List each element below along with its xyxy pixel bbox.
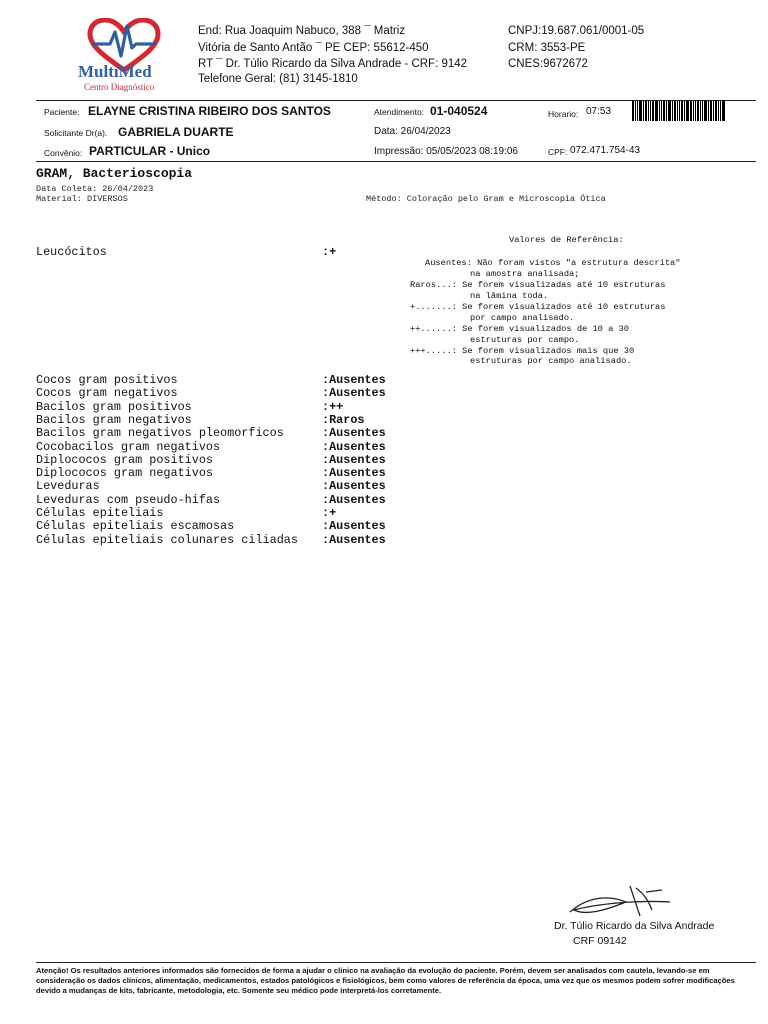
barcode-bar (715, 101, 717, 121)
patient-name: ELAYNE CRISTINA RIBEIRO DOS SANTOS (88, 104, 331, 118)
signature-image (566, 880, 676, 920)
barcode-bar (668, 101, 671, 121)
result-label: Bacilos gram negativos pleomorficos (36, 426, 284, 441)
solicitante-name: GABRIELA DUARTE (118, 125, 234, 139)
barcode-bar (697, 101, 699, 121)
barcode-bar (652, 101, 654, 121)
result-label: Cocos gram positivos (36, 373, 178, 387)
result-label: Células epiteliais colunares ciliadas (36, 532, 298, 547)
barcode-bar (637, 101, 638, 121)
cpf-label: CPF: (548, 147, 568, 157)
reference-line: na lâmina toda. (470, 291, 549, 301)
barcode-bar (718, 101, 719, 121)
barcode-bar (677, 101, 678, 121)
barcode-bar (710, 101, 712, 121)
barcode-bar (655, 101, 658, 121)
convenio-label: Convênio: (44, 148, 83, 158)
signature-name: Dr. Túlio Ricardo da Silva Andrade (554, 920, 715, 932)
reference-line: ++......: Se forem visualizados de 10 a 30 (410, 324, 629, 334)
barcode-bar (679, 101, 680, 121)
footer-divider (36, 962, 756, 963)
cnes: CNES:9672672 (508, 58, 588, 70)
cpf-value: 072.471.754-43 (570, 145, 641, 156)
result-value: :+ (322, 506, 337, 520)
metodo: Método: Coloração pelo Gram e Microscopia Ótica (366, 194, 606, 204)
barcode-bar (722, 101, 725, 121)
result-label: Bacilos gram positivos (36, 399, 192, 414)
reference-line: Raros...: Se forem visualizadas até 10 estruturas (410, 280, 666, 290)
result-value: :Ausentes (322, 386, 386, 401)
result-label: Diplococos gram positivos (36, 452, 213, 467)
barcode-bar (659, 101, 660, 121)
cnpj: CNPJ:19.687.061/0001-05 (508, 25, 645, 37)
address-line-4: Telefone Geral: (81) 3145-1810 (198, 73, 358, 85)
reference-title: Valores de Referência: (509, 235, 624, 245)
result-value: :Ausentes (322, 479, 386, 494)
result-label: Leveduras (36, 479, 100, 494)
barcode-bar (648, 101, 649, 121)
result-value: :Ausentes (322, 532, 386, 547)
reference-line: na amostra analisada; (470, 269, 580, 279)
barcode-bar (684, 101, 685, 121)
barcode (632, 101, 740, 121)
barcode-bar (639, 101, 642, 121)
atendimento-label: Atendimento: (374, 107, 425, 117)
reference-line: por campo analisado. (470, 313, 575, 323)
barcode-bar (690, 101, 692, 121)
result-value: :++ (322, 399, 344, 414)
barcode-bar (720, 101, 721, 121)
barcode-bar (704, 101, 707, 121)
barcode-bar (661, 101, 662, 121)
reference-line: +.......: Se forem visualizados até 10 estruturas (410, 302, 666, 312)
barcode-bar (702, 101, 703, 121)
crm: CRM: 3553-PE (508, 42, 586, 54)
multimed-logo (74, 18, 174, 98)
barcode-bar (645, 101, 647, 121)
data-coleta: Data Coleta: 26/04/2023 (36, 184, 154, 194)
reference-line: estruturas por campo analisado. (470, 356, 632, 366)
barcode-bar (674, 101, 676, 121)
paciente-label: Paciente: (44, 107, 80, 117)
result-label: Células epiteliais escamosas (36, 519, 235, 534)
result-label: Bacilos gram negativos (36, 412, 192, 427)
data-atendimento: Data: 26/04/2023 (374, 126, 451, 137)
impressao-datetime: Impressão: 05/05/2023 08:19:06 (374, 146, 518, 157)
barcode-bar (693, 101, 694, 121)
material: Material: DIVERSOS (36, 194, 128, 204)
result-label: Leveduras com pseudo-hifas (36, 492, 221, 507)
reference-line: +++.....: Se forem visualizados mais que 30 (410, 346, 635, 356)
result-value: :Ausentes (322, 492, 386, 507)
signature-crf: CRF 09142 (573, 935, 627, 947)
result-value: :Ausentes (322, 466, 386, 481)
reference-line: estruturas por campo. (470, 335, 580, 345)
leucocitos-value: :+ (322, 245, 337, 259)
result-value: :Raros (322, 412, 365, 427)
brand-name: MultiMed (78, 62, 152, 81)
barcode-bar (695, 101, 696, 121)
barcode-bar (663, 101, 665, 121)
reference-line: Ausentes: Não foram vistos "a estrutura descrita" (425, 258, 681, 268)
result-value: :Ausentes (322, 452, 386, 467)
barcode-bar (643, 101, 644, 121)
result-value: :Ausentes (322, 426, 386, 441)
divider-bottom (36, 161, 756, 162)
horario-value: 07:53 (586, 106, 612, 117)
barcode-bar (632, 101, 634, 121)
barcode-bar (686, 101, 689, 121)
atendimento-number: 01-040524 (430, 104, 488, 118)
barcode-bar (672, 101, 673, 121)
horario-label: Horario: (548, 109, 579, 119)
barcode-bar (681, 101, 683, 121)
barcode-bar (650, 101, 651, 121)
convenio-value: PARTICULAR - Unico (89, 144, 211, 158)
result-value: :Ausentes (322, 373, 386, 387)
exam-title: GRAM, Bacterioscopia (36, 166, 193, 181)
result-label: Células epiteliais (36, 506, 164, 520)
barcode-bar (635, 101, 636, 121)
leucocitos-label: Leucócitos (36, 245, 107, 259)
address-line-3: RT ¯ Dr. Túlio Ricardo da Silva Andrade - CRF: 9142 (198, 58, 468, 70)
result-label: Cocobacilos gram negativos (36, 439, 221, 454)
result-label: Cocos gram negativos (36, 386, 178, 401)
disclaimer: Atenção! Os resultados anteriores informados são fornecidos de forma a ajudar o clínico na avaliação da evolução do paciente. Porém, devem ser analisados com cautela, levando-se em consideração os dados clínicos, alimentação, medicamentos, estados patológicos e fisiológicos, bem como valores de referência da época, uma vez que os mesmos podem sofrer modificações devido a mudanças de kits, fabricante, metodologia, etc. Somente seu médico pode interpretá-los corretamente. (36, 966, 735, 995)
address-line-1: End: Rua Joaquim Nabuco, 388 ¯ Matriz (198, 25, 406, 37)
barcode-bar (700, 101, 701, 121)
barcode-bar (708, 101, 709, 121)
result-label: Diplococos gram negativos (36, 466, 213, 481)
result-value: :Ausentes (322, 519, 386, 534)
result-value: :Ausentes (322, 439, 386, 454)
solicitante-label: Solicitante Dr(a). (44, 128, 108, 138)
brand-subtitle: Centro Diagnóstico (84, 82, 155, 92)
address-line-2: Vitória de Santo Antão ¯ PE CEP: 55612-450 (198, 42, 429, 54)
barcode-bar (713, 101, 714, 121)
barcode-bar (666, 101, 667, 121)
